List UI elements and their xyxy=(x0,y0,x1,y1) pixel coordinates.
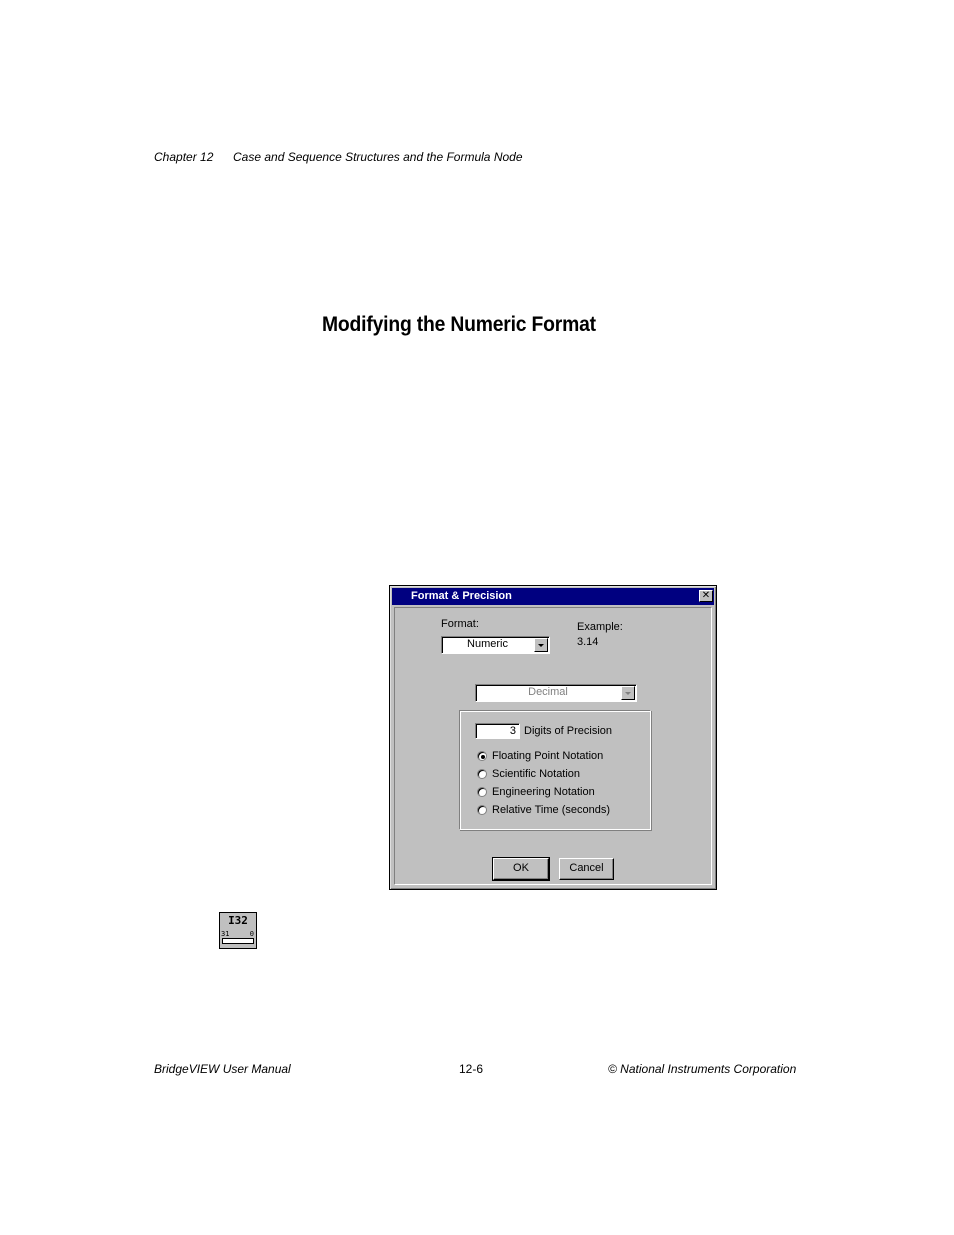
ok-button[interactable]: OK xyxy=(493,858,549,880)
representation-dropdown[interactable] xyxy=(475,684,637,702)
radio-button-icon[interactable] xyxy=(477,751,487,761)
format-dropdown-value: Numeric xyxy=(467,638,508,650)
digits-of-precision-input[interactable]: 3 xyxy=(475,723,520,739)
i32-terminal-icon xyxy=(219,912,257,949)
high-bit-label: 31 xyxy=(221,930,230,938)
radio-label: Scientific Notation xyxy=(492,768,581,780)
footer-copyright: © National Instruments Corporation xyxy=(608,1062,797,1076)
close-icon[interactable]: ✕ xyxy=(699,590,713,602)
representation-dropdown-value: Decimal xyxy=(528,686,568,698)
radio-relative-time[interactable] xyxy=(477,804,647,818)
header-section: Case and Sequence Structures and the Formula Node xyxy=(233,150,523,164)
example-value: 3.14 xyxy=(577,636,599,648)
format-precision-dialog xyxy=(389,585,717,890)
format-label: Format: xyxy=(441,618,479,630)
footer-page-number: 12-6 xyxy=(459,1062,484,1076)
radio-label: Relative Time (seconds) xyxy=(492,804,610,816)
cancel-button[interactable]: Cancel xyxy=(559,858,614,880)
radio-button-icon[interactable] xyxy=(477,769,487,779)
section-heading: Modifying the Numeric Format xyxy=(322,313,596,336)
footer-manual: BridgeVIEW User Manual xyxy=(154,1062,291,1076)
radio-button-icon[interactable] xyxy=(477,787,487,797)
dialog-client-area xyxy=(394,607,712,885)
radio-scientific[interactable] xyxy=(477,768,647,782)
dialog-title: Format & Precision xyxy=(411,590,512,602)
radio-floating-point[interactable] xyxy=(477,750,647,764)
example-label: Example: xyxy=(577,621,623,633)
digits-of-precision-label: Digits of Precision xyxy=(524,725,613,737)
precision-group xyxy=(459,710,651,830)
chevron-down-icon[interactable] xyxy=(534,638,548,652)
i32-label: I32 xyxy=(228,914,248,927)
chevron-down-icon[interactable] xyxy=(621,686,635,700)
dialog-title-bar xyxy=(392,588,714,605)
format-dropdown[interactable] xyxy=(441,636,550,654)
bit-bar xyxy=(222,938,254,944)
low-bit-label: 0 xyxy=(249,930,254,938)
header-chapter: Chapter 12 xyxy=(154,150,214,164)
radio-engineering[interactable] xyxy=(477,786,647,800)
radio-label: Engineering Notation xyxy=(492,786,595,798)
radio-button-icon[interactable] xyxy=(477,805,487,815)
radio-label: Floating Point Notation xyxy=(492,750,604,762)
